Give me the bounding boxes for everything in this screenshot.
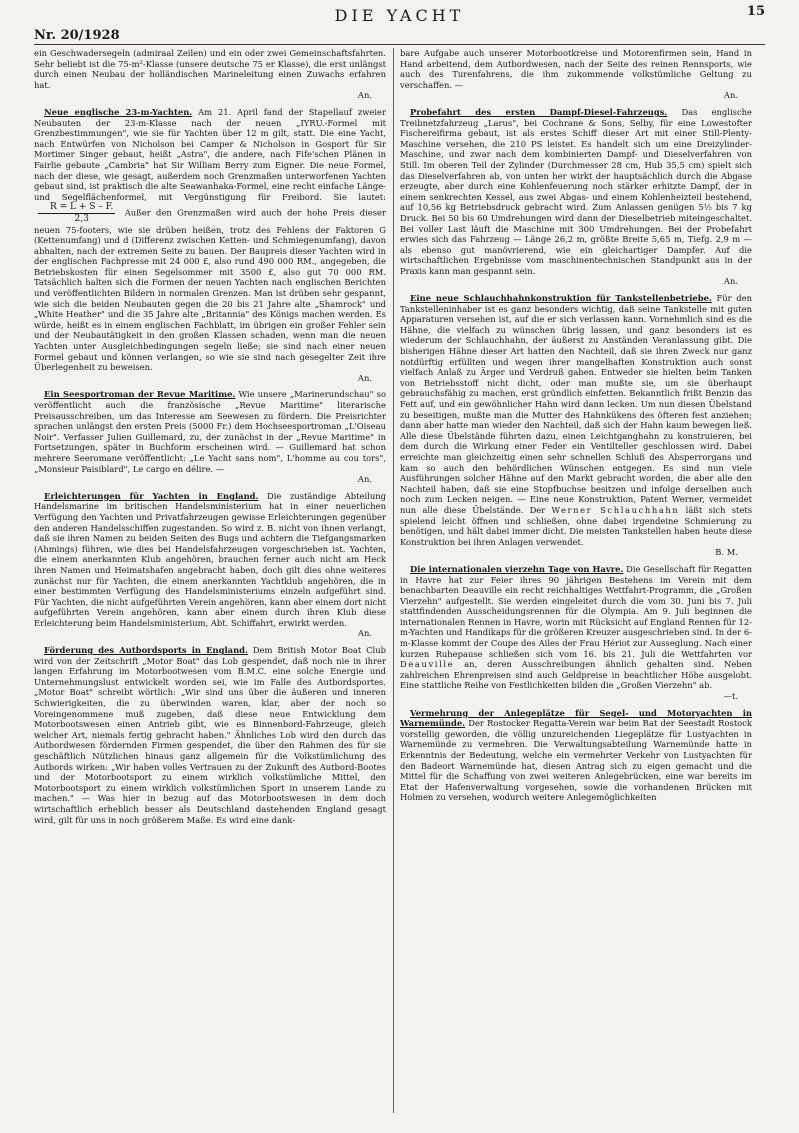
article-headline: Eine neue Schlauchhahnkonstruktion für Tankstellenbetriebe. <box>410 293 712 304</box>
article-continued-autbord <box>400 48 752 101</box>
article-signature: An. <box>723 276 738 287</box>
article-text-continued: an, deren Ausschreibungen ähnlich gehalten sind. Neben zahlreichen Ehrenpreisen sind auch Geldpreise in beachtlicher Höhe ausgelobt. Eine stattliche Reihe von Festlichkeiten bilden die „Großen Vierzehn" ab. <box>400 659 752 691</box>
article-signature: An. <box>357 90 372 101</box>
publication-title: DIE YACHT <box>334 6 465 25</box>
right-column <box>400 48 752 1121</box>
article-signature: —t. <box>723 691 738 702</box>
article-text: Am 21. April fand der Stapellauf zweier Neubauten der 23-m-Klasse nach der neuen „IYRU.-Formel mit Grenzbestimmungen", wie sie für Yachten über 12 m gilt, statt. Die eine Yacht, nach Entwürfen von Nicholson bei Camper & Nicholson in Gosport für Sir Mortimer Singer gebaut, heißt „Astra", die andere, nach Fife'schen Plänen in Fairlie gebaute „Cambria" hat Sir William Berry zum Eigner. Die neue Formel, nach der diese, wie gesagt, außerdem noch Grenzmaßen unterworfenen Yachten gebaut sind, ist praktisch die alte Seawanhaka-Formel, eine recht einfache Länge- und Segelflächenformel, mit Vergünstigung für Freibord. Sie lautet: <box>34 106 386 202</box>
article-headline: Neue englische 23-m-Yachten. <box>44 106 193 117</box>
article-schlauchhahn <box>400 293 752 558</box>
left-column <box>34 48 386 1121</box>
column-divider <box>393 48 394 1113</box>
article-text: Dem British Motor Boat Club wird von der Zeitschrift „Motor Boat" das Lob gespendet, daß noch nie in ihrer langen Erfahrung im Motorbootwesen vom B.M.C. eine solche Energie und Unternehmungslust entwickelt worden sei, wie im Falle des Autbordsportes. „Motor Boat" schreibt wörtlich: „Wir sind uns über die äußeren und inneren Schwierigkeiten, die zu überwinden waren, klar, aber der noch so Voreingenommene muß zugeben, daß diese neue Entwicklung dem Motorbootswesen einen Antrieb gibt, wie es Binnenbord-Fahrzeuge, gleich welcher Art, niemals fertig gebracht haben." Ähnliches Lob wird den durch das Autbordwesen fördernden Firmen gespendet, die über den Rahmen des für sie geschäftlich Nützlichen hinaus ganz allgemein für die Volkstümlichung des Autbords wirken: „Wir haben volles Vertrauen zu der Zukunft des Autbord-Bootes und der Motorbootsport zu einem wirklich volkstümliche Mittel, den Motorbootsport zu einem wirklich volkstümlichen Sport in unserem Lande zu machen." — Was hier in bezug auf das Motorbootswesen in dem doch wirtschaftlich erheblich besser als Deutschland dastehenden England gesagt wird, gilt für uns in noch größerem Maße. Es wird eine dank- <box>34 645 386 825</box>
article-headline: Förderung des Autbordsports in England. <box>44 645 248 656</box>
article-text: Das englische Treibnetzfahrzeug „Larus", bei Cochrane & Sons, Selby, für eine Lowestofter Fischereifirma gebaut, ist als erstes Schiff dieser Art mit einer Still-Plenty-Maschine versehen, die 210 PS leistet. Es handelt sich um eine Dreizylinder-Maschine, und zwar nach dem kombinierten Dampf- und Dieselverfahren von Still. Im oberen Teil der Zylinder (Durchmesser 28 cm, Hub 35,5 cm) spielt sich das Dieselverfahren ab, von unten her wirkt der hauptsächlich durch die Abgase erzeugte, aber durch eine Kohlenfeuerung noch stärker erhitzte Dampf, der in einem senkrechten Kessel, aus zwei Abgas- und einem Kohlenheizteil bestehend, auf 10,56 kg Betriebsdruck gebracht wird. Zum Anlassen genügen 5½ bis 7 kg Druck. Bei 50 bis 60 Umdrehungen wird dann der Dieselbetrieb miteingeschaltet. Bei voller Last läuft die Maschine mit 300 Umdrehungen. Bei der Probefahrt erwies sich das Fahrzeug — Länge 26,2 m, größte Breite 5,65 m, Tiefg. 2,9 m — als ebenso gut manövrierend, wie ein gleichartiger Dampfer. Auf die wirtschaftlichen Ergebnisse vom maschinentechnischen Standpunkt aus in der Praxis kann man gespannt sein. <box>400 106 752 276</box>
article-seesportroman <box>34 389 386 484</box>
issue-number: Nr. 20/1928 <box>34 28 120 43</box>
article-headline: Die internationalen vierzehn Tage von Havre. <box>410 563 624 574</box>
place-name: Deauville <box>400 659 455 670</box>
formula-numerator: R = L + S – F. <box>38 202 115 214</box>
article-autbordsport <box>34 645 386 825</box>
article-erleichterungen <box>34 491 386 639</box>
article-headline: Ein Seesportroman der Revue Maritime. <box>44 389 236 400</box>
article-signature: An. <box>357 628 372 639</box>
formula-denominator: 2,3 <box>74 213 89 224</box>
page-number: 15 <box>746 4 765 19</box>
article-23m-yachts <box>34 107 386 383</box>
article-warnemuende <box>400 708 752 803</box>
page-header <box>34 0 765 45</box>
article-havre <box>400 564 752 702</box>
article-continued-intro <box>34 48 386 101</box>
article-text: Wie unsere „Marinerundschau" so veröffentlicht auch die französische „Revue Maritime" literarische Preisausschreiben, um das Interesse am Seewesen zu fördern. Die Preisrichter sprachen unlängst den ersten Preis (5000 Fr.) dem Hochseesportroman „L'Oiseau Noir". Verfasser Julien Guillemard, zu, der zunächst in der „Revue Maritime" in Fortsetzungen, später in Buchform erscheinen wird. — Guillemard hat schon mehrere Seeromane veröffentlicht: „Le Yacht sans nom", L'homme au cou tors", „Monsieur Paisiblard", Le cargo en délire. — <box>34 389 386 474</box>
article-headline: Vermehrung der Anlegeplätze für Segel- und Motoryachten in Warnemünde. <box>400 707 752 729</box>
article-signature: An. <box>357 474 372 485</box>
article-dampf-diesel <box>400 107 752 287</box>
article-text-continued: läßt sich stets spielend leicht öffnen und schließen, ohne dabei irgendeine Schmierung zu benötigen, und hält dabei immer dicht. Die meisten Tankstellen haben heute diese Konstruktion bei ihren Anlagen verwendet. <box>400 504 752 547</box>
article-text: ein Geschwadersegeln (admiraal Zeilen) und ein oder zwei Gemeinschaftsfahrten. Sehr beliebt ist die 75-m²-Klasse (unsere deutsche 75 er Klasse), die erst unlängst durch einen Neubau der holländischen Marineleitung einen Zuwachs erfahren hat. <box>34 48 386 90</box>
article-signature: B. M. <box>715 547 738 558</box>
article-signature: An. <box>723 90 738 101</box>
article-text: Für den Tankstelleninhaber ist es ganz besonders wichtig, daß seine Tankstelle mit guten Apparaturen versehen ist, auf die er sich verlassen kann. Vornehmlich sind es die Hähne, die vielfach zu wünschen übrig lassen, und ganz besonders ist es wiederum der Schlauchhahn, der äußerst zu Anständen Veranlassung gibt. Die bisherigen Hähne dieser Art hatten den Nachteil, daß sie ihren Zweck nur ganz notdürftig erfüllten und wegen ihrer mangelhaften Konstruktion auch sonst vielfach Anlaß zu Ärger und Verdruß gaben. Entweder sie hielten beim Tanken von Betriebsstoff nicht dicht, oder man mußte sie, um sie überhaupt gebrauchsfähig zu machen, erst gründlich einfetten. Bekanntlich frißt Benzin das Fett auf, und ein gewöhnlicher Hahn wird dann lecken. Um nun diesen Übelstand zu beseitigen, mußte man die Mutter des Hahnkükens des öfteren fest anziehen; dann aber hatte man wieder den Nachteil, daß sich der Hahn kaum bewegen ließ. Alle diese Übelstände führten dazu, einen Leichtganghahn zu konstruieren, bei dem durch die Wirkung einer Feder ein Ventilteller geschlossen wird. Dabei erreichte man gleichzeitig einen sehr schnellen Schluß des Absperrorgans und kam so auch den behördlichen Wünschen entgegen. Es sind nun viele Ausführungen solcher Hähne auf den Markt gebracht worden, die aber alle den Nachteil haben, daß sie eine Stopfbuchse besitzen und infolge derselben auch noch zum Lecken neigen. — Eine neue Konstruktion, Patent Werner, vermeidet nun alle diese Übelstände. Der <box>400 293 752 515</box>
article-text-continued: Außer den Grenzmaßen wird auch der hohe Preis dieser neuen 75-footers, wie sie drüben heißen, trotz des Fehlens der Faktoren G (Kettenumfang) und d (Differenz zwischen Ketten- und Schmiegenumfang), davon abhalten, nach der extremen Seite zu bauen. Der Baupreis dieser Yachten wird in der englischen Fachpresse mit 24 000 £, also rund 490 000 RM., angegeben, die Betriebskosten für einen Segelsommer mit 3500 £, also gut 70 000 RM. Tatsächlich halten sich die Formen der neuen Yachten nach englischen Berichten und veröffentlichten Bildern in normalen Grenzen. Man ist drüben sehr gespannt, wie sich die beiden Neubauten gegen die 20 bis 21 Jahre alte „Shamrock" und „White Heather" und die 35 Jahre alte „Britannia" des Königs machen werden. Es würde, heißt es in einem englischen Fachblatt, im übrigen ein großer Fehler sein und der Neubautätigkeit in den großen Klassen schaden, wenn man die neuen Yachten unter Ausgleichbedingungen segeln ließe; sie sind nach einer neuen Formel gebaut und können verlangen, so wie sie sind nach gesegelter Zeit ihre Überlegenheit zu beweisen. <box>34 207 386 373</box>
article-text: Die zuständige Abteilung Handelsmarine im britischen Handelsministerium hat in einer neuerlichen Verfügung den Yachten und Privatfahrzeugen gewisse Erleichterungen gegenüber den anderen Handelsschiffen zugestanden. So wird z. B. nicht von ihnen verlangt, daß sie ihren Namen zu beiden Seiten des Bugs und achtern die Tiefgangsmarken (Ahmings) führen, wie dies bei Handelsfahrzeugen vorgeschrieben ist. Yachten, die einem anerkannten Klub angehören, brauchen ferner auch nicht am Heck ihren Namen und Heimatshafen angebracht haben, doch gilt dies ohne weiteres zunächst nur für Yachten, die einem anerkannten Yachtklub angehören, die in einer bestimmten Verfügung des Handelsministeriums einzeln aufgeführt sind. Für Yachten, die nicht aufgeführten Verein angehören, kann aber einem dort nicht aufgeführten Verein angehören, kann aber einem durch ihren Klub diese Erleichterung beim Handelsministerium, Abt. Schiffahrt, erwirkt werden. <box>34 490 386 628</box>
article-headline: Probefahrt des ersten Dampf-Diesel-Fahrzeugs. <box>410 106 668 117</box>
product-name: Werner Schlauchhahn <box>551 504 680 515</box>
article-text: bare Aufgabe auch unserer Motorbootkreise und Motorenfirmen sein, Hand in Hand arbeitend, dem Autbordwesen, nach der Seite des reinen Rennsports, wie auch des Turenfahrens, die ihm zukommende volkstümliche Geltung zu verschaffen. — <box>400 48 752 90</box>
article-signature: An. <box>357 372 372 383</box>
rating-formula <box>38 202 115 224</box>
article-text: Die Gesellschaft für Regatten in Havre hat zur Feier ihres 90 jährigen Bestehens im Verein mit dem benachbarten Deauville ein recht reichhaltiges Wettfahrt-Programm, die „Großen Vierzehn" aufgestellt. Sie werden eingeleitet durch die vom 30. Juni bis 7. Juli stattfindenden Ausscheidungsrennen für die Olympia. Am 9. Juli beginnen die internationalen Rennen in Havre, worin mit Rücksicht auf England Rennen für 12-m-Yachten und Handikaps für die größeren Kreuzer ausgeschrieben sind. In der 6-m-Klasse kommt der Coupe des Ailes der Frau Hériot zur Ausseglung. Nach einer kurzen Ruhepause schließen sich vom 16. bis 21. Juli die Wettfahrten vor <box>400 563 752 659</box>
article-headline: Erleichterungen für Yachten in England. <box>44 490 259 501</box>
article-text: Der Rostocker Regatta-Verein war beim Rat der Seestadt Rostock vorstellig geworden, die völlig unzureichenden Liegeplätze für Lustyachten in Warnemünde zu vermehren. Die Verwaltungsabteilung Warnemünde hatte in Erkenntnis der Bedeutung, welche ein vermehrter Verkehr von Lustyachten für den Badeort Warnemünde hat, diesen Antrag sich zu eigen gemacht und die Mittel für die Schaffung von zwei weiteren Anlegebrücken, eine war bereits im Etat der Hafenverwaltung vorgesehen, sowie die vorhandenen Brücken mit Holmen zu versehen, wodurch weitere Anlegemöglichkeiten <box>400 718 752 803</box>
